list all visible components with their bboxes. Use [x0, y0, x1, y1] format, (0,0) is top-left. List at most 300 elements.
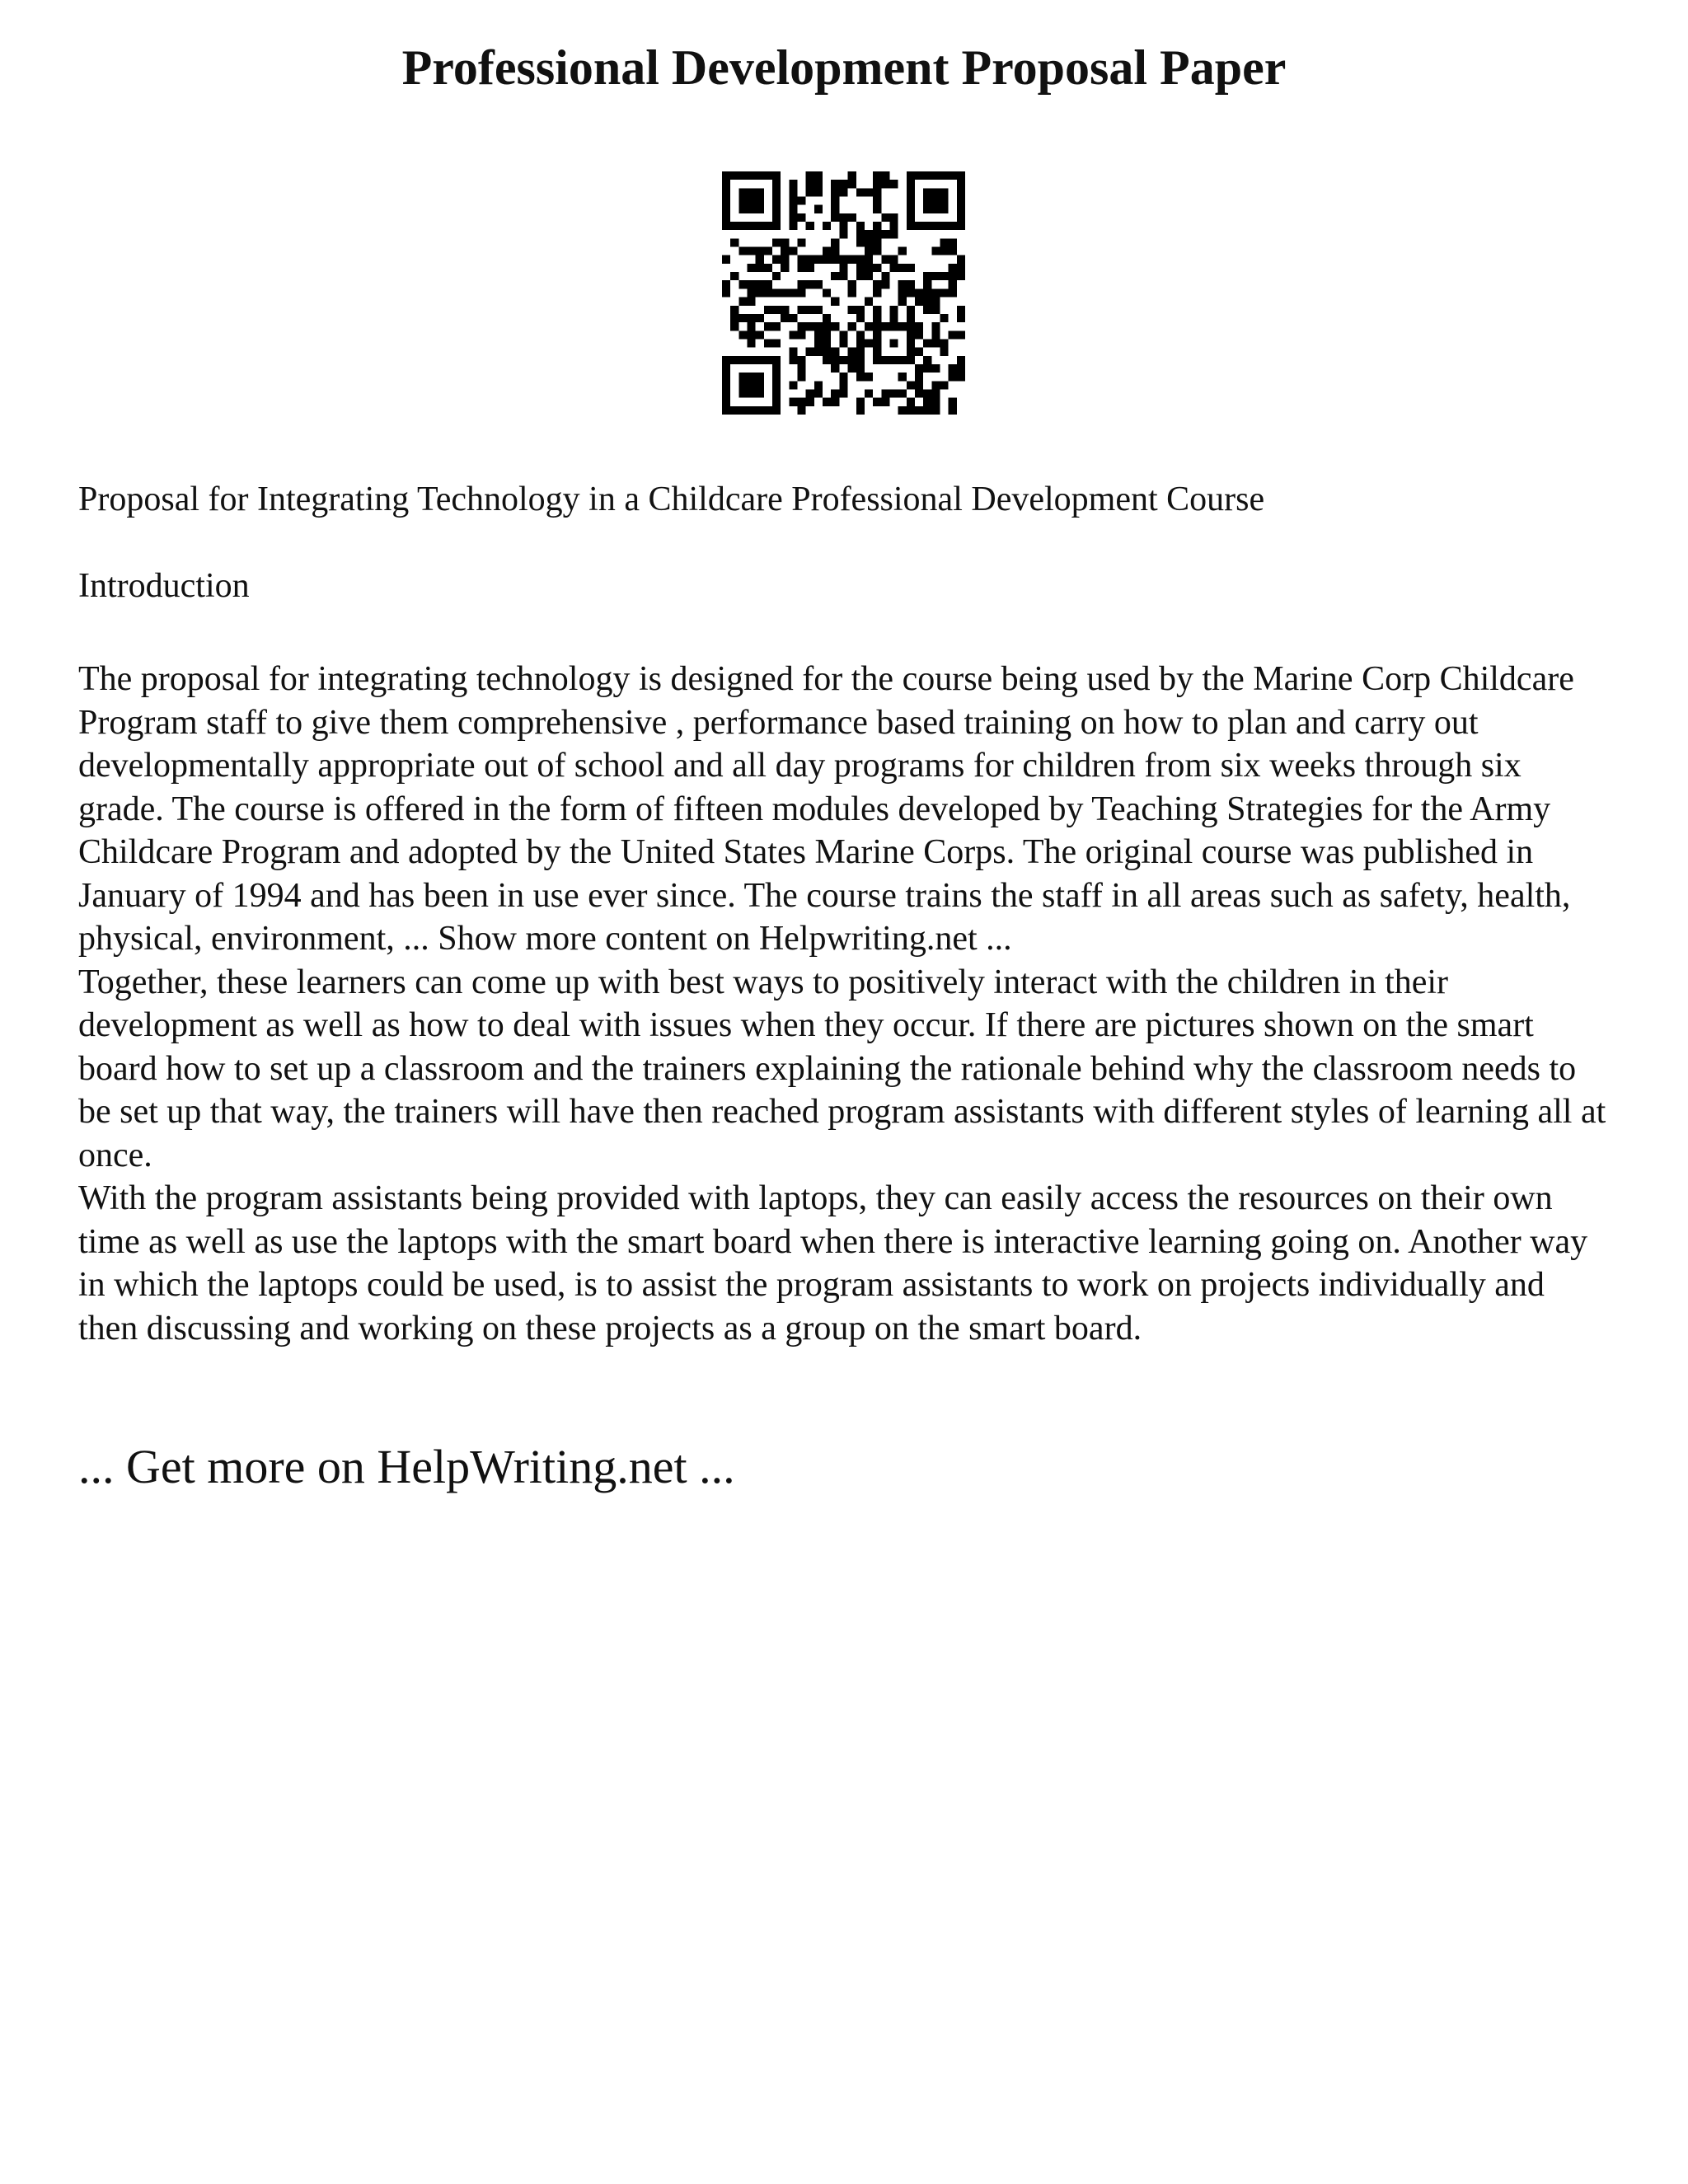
qr-module	[772, 381, 781, 389]
qr-module	[931, 406, 940, 415]
qr-module	[814, 171, 823, 180]
qr-module	[831, 398, 839, 406]
qr-module	[831, 356, 839, 364]
qr-module	[722, 180, 730, 188]
qr-module	[957, 364, 965, 373]
qr-module	[748, 330, 756, 339]
qr-module	[738, 373, 747, 381]
qr-module	[798, 364, 806, 373]
qr-module	[949, 222, 957, 230]
qr-module	[907, 314, 915, 322]
qr-module	[748, 339, 756, 347]
qr-module	[806, 188, 814, 196]
qr-module	[772, 197, 781, 205]
qr-module	[957, 171, 965, 180]
qr-module	[789, 398, 797, 406]
qr-module	[856, 238, 865, 246]
qr-module	[881, 389, 889, 397]
qr-module	[873, 180, 881, 188]
qr-module	[781, 306, 789, 314]
qr-module	[831, 322, 839, 330]
qr-module	[722, 280, 730, 288]
qr-module	[865, 230, 873, 238]
qr-module	[738, 298, 747, 306]
qr-module	[865, 264, 873, 272]
qr-module	[923, 171, 931, 180]
qr-module	[814, 306, 823, 314]
qr-module	[764, 339, 772, 347]
qr-module	[931, 247, 940, 255]
qr-module	[772, 222, 781, 230]
qr-module	[781, 288, 789, 297]
qr-module	[814, 188, 823, 196]
qr-module	[915, 406, 923, 415]
qr-module	[923, 406, 931, 415]
qr-module	[898, 389, 907, 397]
qr-module	[848, 364, 856, 373]
qr-module	[931, 272, 940, 280]
qr-module	[789, 348, 797, 356]
qr-module	[907, 188, 915, 196]
qr-module	[865, 389, 873, 397]
qr-module	[873, 322, 881, 330]
qr-module	[748, 314, 756, 322]
qr-module	[949, 406, 957, 415]
qr-module	[789, 197, 797, 205]
proposal-subtitle: Proposal for Integrating Technology in a Childcare Professional Development Course	[78, 480, 1265, 518]
qr-module	[738, 381, 747, 389]
qr-module	[940, 205, 948, 213]
qr-module	[889, 264, 898, 272]
qr-module	[806, 306, 814, 314]
qr-module	[949, 264, 957, 272]
qr-module	[772, 205, 781, 213]
document-body	[78, 658, 1611, 1350]
qr-module	[738, 247, 747, 255]
qr-module	[881, 356, 889, 364]
qr-module	[923, 272, 931, 280]
qr-module	[873, 330, 881, 339]
qr-module	[772, 213, 781, 222]
qr-module	[898, 406, 907, 415]
qr-module	[856, 364, 865, 373]
qr-module	[831, 247, 839, 255]
qr-module	[873, 306, 881, 314]
qr-module	[764, 306, 772, 314]
qr-module	[806, 264, 814, 272]
qr-module	[738, 171, 747, 180]
qr-module	[881, 230, 889, 238]
qr-module	[957, 306, 965, 314]
qr-module	[848, 288, 856, 297]
qr-module	[756, 205, 764, 213]
qr-module	[748, 222, 756, 230]
qr-module	[730, 306, 738, 314]
qr-module	[915, 330, 923, 339]
qr-module	[907, 306, 915, 314]
qr-module	[798, 238, 806, 246]
qr-module	[865, 255, 873, 264]
qr-module	[889, 180, 898, 188]
qr-module	[831, 348, 839, 356]
qr-module	[889, 222, 898, 230]
qr-module	[898, 280, 907, 288]
qr-module	[856, 330, 865, 339]
qr-module	[931, 222, 940, 230]
qr-module	[831, 180, 839, 188]
qr-module	[722, 255, 730, 264]
qr-module	[848, 356, 856, 364]
qr-module	[907, 205, 915, 213]
qr-module	[940, 238, 948, 246]
qr-module	[756, 171, 764, 180]
qr-module	[781, 264, 789, 272]
qr-module	[907, 406, 915, 415]
qr-module	[873, 348, 881, 356]
qr-module	[889, 230, 898, 238]
qr-module	[873, 230, 881, 238]
qr-module	[907, 330, 915, 339]
qr-module	[748, 406, 756, 415]
qr-module	[798, 264, 806, 272]
qr-module	[957, 272, 965, 280]
qr-module	[748, 356, 756, 364]
qr-module	[907, 222, 915, 230]
qr-module	[806, 222, 814, 230]
qr-module	[722, 381, 730, 389]
qr-module	[756, 373, 764, 381]
qr-module	[831, 197, 839, 205]
qr-module	[839, 264, 847, 272]
qr-code-icon[interactable]	[722, 171, 965, 415]
qr-module	[915, 222, 923, 230]
qr-module	[923, 398, 931, 406]
qr-module	[756, 389, 764, 397]
qr-module	[772, 188, 781, 196]
qr-module	[931, 389, 940, 397]
qr-module	[789, 188, 797, 196]
qr-module	[889, 322, 898, 330]
qr-module	[814, 205, 823, 213]
qr-module	[748, 264, 756, 272]
qr-module	[931, 381, 940, 389]
qr-module	[873, 238, 881, 246]
qr-module	[756, 280, 764, 288]
qr-module	[949, 373, 957, 381]
qr-module	[915, 373, 923, 381]
qr-module	[764, 171, 772, 180]
qr-module	[798, 288, 806, 297]
qr-module	[881, 322, 889, 330]
qr-module	[798, 213, 806, 222]
qr-module	[814, 339, 823, 347]
qr-module	[915, 364, 923, 373]
qr-module	[865, 247, 873, 255]
qr-module	[940, 188, 948, 196]
qr-module	[940, 314, 948, 322]
qr-module	[798, 398, 806, 406]
qr-module	[789, 222, 797, 230]
qr-module	[873, 288, 881, 297]
qr-module	[907, 398, 915, 406]
qr-module	[881, 213, 889, 222]
qr-module	[722, 356, 730, 364]
qr-module	[756, 188, 764, 196]
qr-module	[856, 339, 865, 347]
qr-module	[898, 298, 907, 306]
qr-module	[873, 280, 881, 288]
qr-module	[839, 230, 847, 238]
qr-module	[839, 213, 847, 222]
qr-module	[873, 222, 881, 230]
qr-module	[748, 288, 756, 297]
qr-module	[907, 171, 915, 180]
qr-module	[907, 356, 915, 364]
qr-module	[789, 356, 797, 364]
qr-module	[831, 188, 839, 196]
qr-module	[748, 298, 756, 306]
qr-module	[907, 339, 915, 347]
qr-module	[823, 398, 831, 406]
qr-module	[814, 381, 823, 389]
qr-module	[756, 222, 764, 230]
qr-module	[772, 364, 781, 373]
qr-module	[772, 398, 781, 406]
qr-module	[772, 389, 781, 397]
qr-module	[848, 306, 856, 314]
qr-module	[738, 188, 747, 196]
qr-module	[865, 238, 873, 246]
qr-module	[931, 330, 940, 339]
qr-module	[949, 272, 957, 280]
qr-module	[738, 197, 747, 205]
qr-module	[772, 255, 781, 264]
qr-module	[898, 373, 907, 381]
qr-module	[756, 247, 764, 255]
qr-module	[856, 398, 865, 406]
qr-module	[873, 314, 881, 322]
qr-module	[898, 288, 907, 297]
qr-module	[957, 356, 965, 364]
qr-module	[940, 381, 948, 389]
qr-module	[798, 406, 806, 415]
document-title: Professional Development Proposal Paper	[401, 40, 1287, 95]
qr-module	[823, 314, 831, 322]
qr-module	[722, 406, 730, 415]
qr-module	[889, 356, 898, 364]
qr-module	[848, 171, 856, 180]
qr-module	[748, 247, 756, 255]
qr-module	[873, 171, 881, 180]
qr-module	[756, 330, 764, 339]
body-paragraph: The proposal for integrating technology is designed for the course being used by the Marine Corp Childcare Program staff to give them comprehensive , performance based training on how to plan and carry out developmentally appropriate out of school and all day programs for children from six weeks through six grade. The course is offered in the form of fifteen modules developed by Teaching Strategies for the Army Childcare Program and adopted by the United States Marine Corps. The original course was published in January of 1994 and has been in use ever since. The course trains the staff in all areas such as safety, health, physical, environment, ... Show more content on Helpwriting.net ...	[78, 660, 1574, 958]
qr-module	[848, 213, 856, 222]
qr-module	[839, 222, 847, 230]
qr-module	[957, 180, 965, 188]
qr-module	[789, 205, 797, 213]
qr-module	[931, 364, 940, 373]
body-paragraph: Together, these learners can come up with best ways to positively interact with the children in their development as well as how to deal with issues when they occur. If there are pictures shown on the smart board how to set up a classroom and the trainers explaining the rationale behind why the classroom needs to be set up that way, the trainers will have then reached program assistants with different styles of learning all at once.	[78, 963, 1606, 1174]
qr-module	[848, 280, 856, 288]
qr-module	[814, 255, 823, 264]
qr-module	[730, 314, 738, 322]
qr-module	[865, 322, 873, 330]
qr-module	[915, 298, 923, 306]
qr-module	[907, 322, 915, 330]
qr-module	[856, 373, 865, 381]
qr-module	[856, 188, 865, 196]
qr-module	[722, 171, 730, 180]
qr-module	[923, 298, 931, 306]
qr-module	[764, 264, 772, 272]
qr-module	[806, 389, 814, 397]
qr-module	[814, 280, 823, 288]
qr-module	[839, 272, 847, 280]
qr-module	[856, 306, 865, 314]
qr-module	[772, 356, 781, 364]
qr-module	[730, 406, 738, 415]
qr-module	[907, 180, 915, 188]
qr-module	[957, 264, 965, 272]
qr-module	[806, 348, 814, 356]
qr-module	[856, 314, 865, 322]
qr-module	[806, 280, 814, 288]
qr-module	[789, 213, 797, 222]
qr-module	[923, 205, 931, 213]
qr-module	[738, 314, 747, 322]
qr-module	[823, 330, 831, 339]
qr-module	[722, 213, 730, 222]
qr-module	[873, 356, 881, 364]
qr-module	[748, 373, 756, 381]
introduction-heading: Introduction	[78, 567, 250, 605]
qr-module	[789, 381, 797, 389]
qr-module	[839, 330, 847, 339]
qr-module	[831, 205, 839, 213]
qr-module	[907, 213, 915, 222]
qr-module	[873, 188, 881, 196]
qr-module	[798, 322, 806, 330]
qr-module	[756, 197, 764, 205]
qr-module	[722, 398, 730, 406]
qr-module	[814, 322, 823, 330]
qr-module	[772, 339, 781, 347]
qr-module	[923, 356, 931, 364]
qr-module	[907, 280, 915, 288]
qr-module	[889, 339, 898, 347]
qr-module	[873, 205, 881, 213]
qr-module	[839, 373, 847, 381]
qr-module	[898, 356, 907, 364]
qr-module	[798, 255, 806, 264]
qr-module	[949, 280, 957, 288]
qr-module	[856, 356, 865, 364]
qr-module	[789, 180, 797, 188]
qr-module	[865, 188, 873, 196]
qr-module	[949, 364, 957, 373]
qr-module	[722, 389, 730, 397]
qr-module	[772, 373, 781, 381]
qr-module	[923, 339, 931, 347]
qr-module	[889, 389, 898, 397]
qr-module	[839, 389, 847, 397]
qr-module	[831, 272, 839, 280]
qr-module	[831, 364, 839, 373]
qr-module	[839, 356, 847, 364]
qr-module	[949, 171, 957, 180]
qr-module	[957, 188, 965, 196]
qr-module	[772, 171, 781, 180]
qr-module	[873, 264, 881, 272]
qr-module	[957, 330, 965, 339]
qr-module	[898, 264, 907, 272]
qr-module	[957, 197, 965, 205]
qr-module	[730, 356, 738, 364]
qr-module	[738, 222, 747, 230]
qr-module	[949, 288, 957, 297]
qr-module	[949, 247, 957, 255]
get-more-link[interactable]: ... Get more on HelpWriting.net ...	[78, 1440, 735, 1493]
qr-module	[881, 171, 889, 180]
qr-module	[823, 356, 831, 364]
qr-module	[923, 222, 931, 230]
qr-module	[907, 348, 915, 356]
qr-module	[781, 238, 789, 246]
qr-module	[764, 406, 772, 415]
qr-module	[898, 247, 907, 255]
qr-module	[865, 298, 873, 306]
qr-module	[898, 322, 907, 330]
qr-module	[889, 255, 898, 264]
qr-module	[915, 389, 923, 397]
qr-module	[722, 364, 730, 373]
qr-module	[831, 389, 839, 397]
qr-module	[814, 180, 823, 188]
qr-module	[839, 381, 847, 389]
qr-module	[856, 272, 865, 280]
qr-module	[764, 288, 772, 297]
qr-module	[940, 222, 948, 230]
qr-module	[873, 247, 881, 255]
qr-module	[949, 238, 957, 246]
qr-module	[756, 255, 764, 264]
qr-module	[957, 222, 965, 230]
qr-module	[907, 264, 915, 272]
qr-module	[839, 180, 847, 188]
qr-module	[923, 280, 931, 288]
qr-module	[848, 348, 856, 356]
qr-module	[738, 406, 747, 415]
qr-module	[730, 322, 738, 330]
qr-module	[756, 264, 764, 272]
qr-module	[856, 348, 865, 356]
qr-module	[931, 398, 940, 406]
qr-module	[865, 272, 873, 280]
qr-module	[915, 381, 923, 389]
qr-module	[814, 348, 823, 356]
body-paragraph: With the program assistants being provided with laptops, they can easily access the resources on their own time as well as use the laptops with the smart board when there is interactive learning going on. Another way in which the laptops could be used, is to assist the program assistants to work on projects individually and then discussing and working on these projects as a group on the smart board.	[78, 1179, 1588, 1347]
qr-module	[722, 222, 730, 230]
qr-module	[748, 171, 756, 180]
qr-module	[748, 205, 756, 213]
qr-module	[823, 348, 831, 356]
qr-module	[756, 406, 764, 415]
qr-module	[823, 288, 831, 297]
qr-module	[764, 322, 772, 330]
qr-module	[839, 339, 847, 347]
qr-module	[940, 272, 948, 280]
qr-module	[931, 339, 940, 347]
